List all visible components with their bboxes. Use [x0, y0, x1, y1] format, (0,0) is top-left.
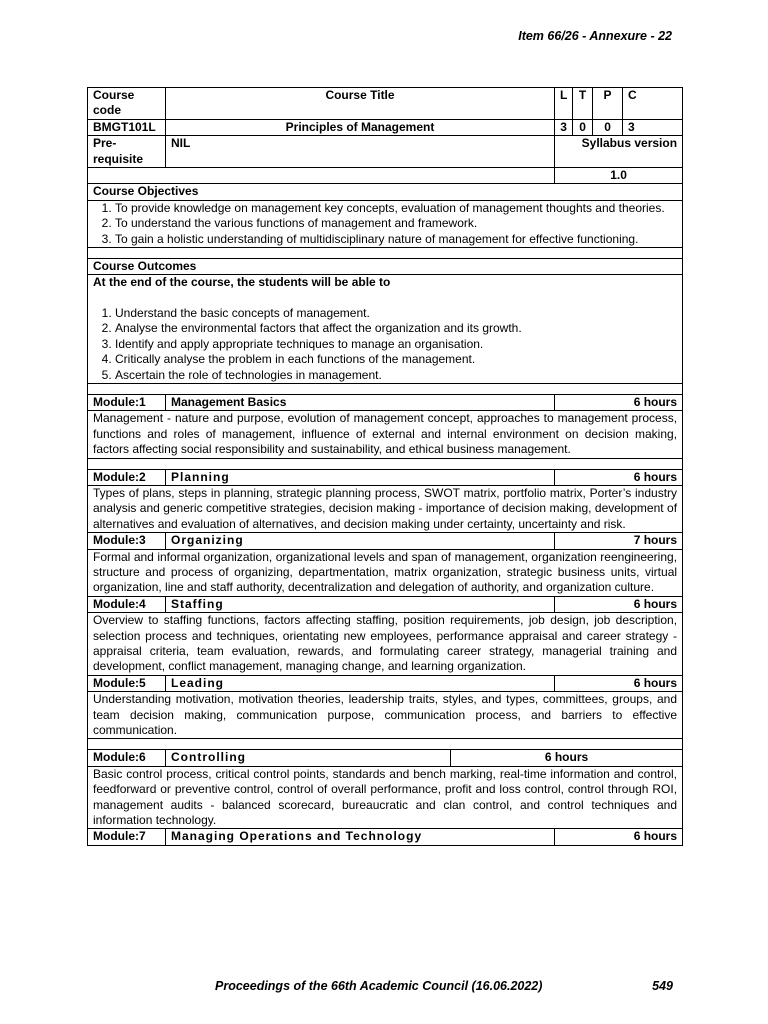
spacer-row [88, 248, 683, 259]
module-content: Types of plans, steps in planning, strategic planning process, SWOT matrix, portfolio matrix, Porter’s industry analysis and generic competitive strategies, decision making - importance of decision making, development of alternatives and evaluation of alternatives, and decision making under certainty, uncertainty and risk. [88, 485, 683, 532]
spacer-row [88, 383, 683, 394]
list-item: 2. To understand the various functions of management and framework. [115, 216, 677, 231]
module-header-row [88, 394, 683, 410]
list-item: 1. Understand the basic concepts of management. [115, 306, 677, 321]
outcomes-intro: At the end of the course, the students will be able to [93, 275, 391, 290]
l-value: 3 [555, 119, 573, 135]
module-label: Module:3 [88, 533, 166, 549]
module-hours: 6 hours [555, 394, 683, 410]
list-item: 5. Ascertain the role of technologies in management. [115, 368, 677, 383]
module-label: Module:7 [88, 829, 166, 845]
list-item: 4. Critically analyse the problem in each functions of the management. [115, 352, 677, 367]
module-hours: 6 hours [555, 829, 683, 845]
list-item: 3. Identify and apply appropriate techniques to manage an organisation. [115, 337, 677, 352]
prerequisite-label: Pre-requisite [88, 136, 166, 168]
p-value: 0 [593, 119, 623, 135]
module-title: Controlling [166, 750, 451, 766]
syllabus-version-label: Syllabus version [555, 136, 683, 168]
module-hours: 6 hours [555, 469, 683, 485]
p-label: P [593, 88, 623, 120]
module-hours: 6 hours [555, 675, 683, 691]
module-label: Module:4 [88, 596, 166, 612]
list-item: 2. Analyse the environmental factors that affect the organization and its growth. [115, 321, 677, 336]
module-title: Managing Operations and Technology [166, 829, 555, 845]
module-title: Leading [166, 675, 555, 691]
prerequisite-row [88, 136, 683, 168]
module-content: Understanding motivation, motivation theories, leadership traits, styles, and types, committees, groups, and team decision making, communication purpose, communication process, and barriers to effective communication. [88, 692, 683, 739]
outcomes-heading: Course Outcomes [88, 259, 683, 275]
module-header-row [88, 829, 683, 845]
module-hours: 6 hours [451, 750, 683, 766]
proceedings-text: Proceedings of the 66th Academic Council (16.06.2022) [215, 979, 543, 993]
module-title: Staffing [166, 596, 555, 612]
c-label: C [623, 88, 683, 120]
page-number: 549 [652, 979, 673, 993]
syllabus-table [87, 87, 682, 846]
page-header: Item 66/26 - Annexure - 22 [518, 29, 672, 43]
module-title: Management Basics [166, 394, 555, 410]
module-hours: 6 hours [555, 596, 683, 612]
spacer-row [88, 458, 683, 469]
module-label: Module:5 [88, 675, 166, 691]
module-header-row [88, 533, 683, 549]
l-label: L [555, 88, 573, 120]
prerequisite-value: NIL [166, 136, 555, 168]
syllabus-version-row [88, 168, 683, 184]
t-label: T [573, 88, 593, 120]
course-title: Principles of Management [166, 119, 555, 135]
module-label: Module:2 [88, 469, 166, 485]
module-hours: 7 hours [555, 533, 683, 549]
outcomes-list [93, 306, 677, 383]
t-value: 0 [573, 119, 593, 135]
c-value: 3 [623, 119, 683, 135]
course-code-label: Course code [88, 88, 166, 120]
module-title: Planning [166, 469, 555, 485]
module-title: Organizing [166, 533, 555, 549]
module-header-row [88, 750, 683, 766]
outcomes-cell [88, 275, 683, 383]
module-header-row [88, 596, 683, 612]
course-code: BMGT101L [88, 119, 166, 135]
spacer-row [88, 739, 683, 750]
course-header-row [88, 88, 683, 120]
module-header-row [88, 675, 683, 691]
list-item: 3. To gain a holistic understanding of multidisciplinary nature of management for effective functioning. [115, 232, 677, 247]
module-label: Module:1 [88, 394, 166, 410]
course-title-label: Course Title [166, 88, 555, 120]
objectives-list [93, 201, 677, 247]
objectives-list-cell [88, 200, 683, 247]
module-content: Overview to staffing functions, factors affecting staffing, position requirements, job design, job description, selection process and techniques, orientating new employees, performance appraisal and career strategy - appraisal criteria, team evaluation, rewards, and formulating career strategy, managerial training and development, conflict management, managing change, and learning organization. [88, 613, 683, 676]
objectives-heading: Course Objectives [88, 184, 683, 200]
syllabus-version: 1.0 [555, 168, 683, 184]
module-content: Formal and informal organization, organizational levels and span of management, organization reengineering, structure and process of organizing, departmentation, matrix organization, strategic business units, virtual organization, line and staff authority, decentralization and delegation of authority, and organization culture. [88, 549, 683, 596]
page-footer [215, 979, 673, 993]
module-label: Module:6 [88, 750, 166, 766]
course-info-row [88, 119, 683, 135]
module-content: Basic control process, critical control points, standards and bench marking, real-time information and control, feedforward or preventive control, control of overall performance, profit and loss control, control through ROI, management audits - balanced scorecard, bureaucratic and clan control, and control techniques and information technology. [88, 766, 683, 829]
module-content: Management - nature and purpose, evolution of management concept, approaches to management process, functions and roles of management, influence of external and internal environment on decision making, factors affecting social responsibility and sustainability, and ethical business management. [88, 411, 683, 458]
module-header-row [88, 469, 683, 485]
list-item: 1. To provide knowledge on management key concepts, evaluation of management thoughts and theories. [115, 201, 677, 216]
